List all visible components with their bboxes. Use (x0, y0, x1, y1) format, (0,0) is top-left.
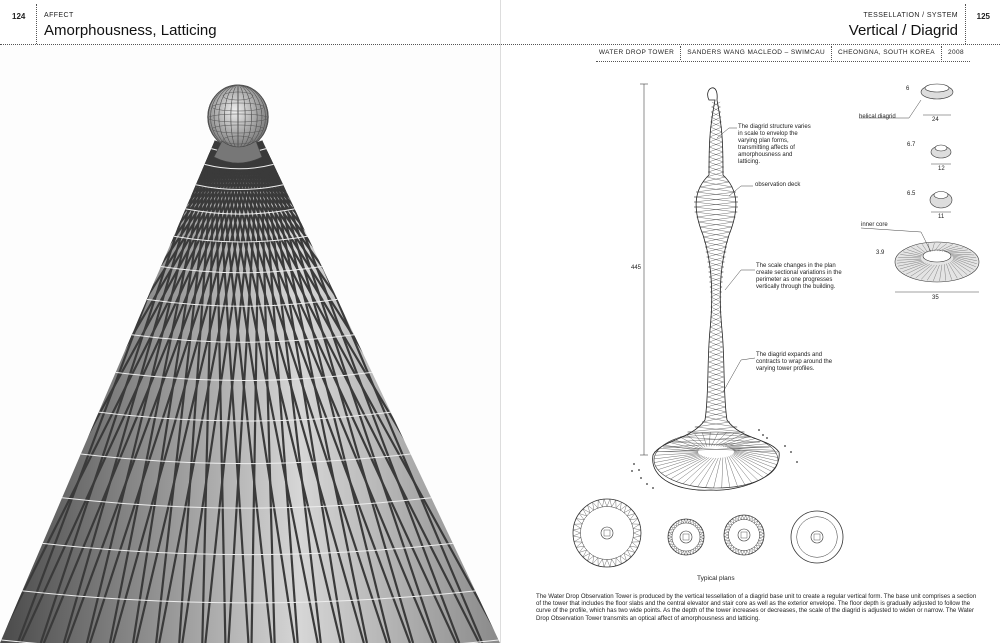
project-year: 2008 (947, 49, 964, 56)
detail-2-height: 6.7 (907, 142, 916, 148)
left-page-header (0, 0, 500, 45)
typical-plans (573, 499, 843, 567)
project-location: CHEONGNA, SOUTH KOREA (832, 46, 942, 60)
detail-2-width: 12 (938, 166, 945, 172)
left-page-title: Amorphousness, Latticing (44, 22, 217, 39)
annotation-helical-diagrid: helical diagrid (859, 114, 896, 120)
right-section-label: TESSELLATION / SYSTEM (863, 12, 958, 19)
annotation-observation-deck: observation deck (755, 182, 801, 188)
tower-diagram (501, 0, 1000, 643)
detail-3-height: 6.5 (907, 191, 916, 197)
caption-paragraph: The Water Drop Observation Tower is produced by the vertical tessellation of a diagrid base unit to create a regular vertical form. The base unit comprises a section of the tower that includes the floor slabs and the central elevator and stair core as well as the exterior envelope. The floor depth is gradually adjusted to follow the curve of the profile, which has two wide points. As the depth of the tower increases or decreases, the scale of the diagrid is adjusted to widen or narrow. The Water Drop Observation Tower transmits an optical affect of amorphousness and latticing. (536, 593, 977, 622)
detail-4-height: 3.9 (876, 250, 885, 256)
project-name: WATER DROP TOWER (593, 46, 681, 60)
height-dimension: 445 (631, 265, 642, 271)
detail-ring-3 (930, 192, 952, 209)
annotation-scale-changes: The scale changes in the plan create sectional variations in the perimeter as one progresses vertically through the building. (756, 263, 842, 290)
tower-photo (0, 45, 500, 643)
project-architect: SANDERS WANG MACLEOD – SWIMCAU (681, 46, 832, 60)
detail-ring-2 (931, 145, 951, 158)
right-page (500, 0, 1000, 643)
header-divider (36, 4, 37, 44)
annotation-inner-core: inner core (861, 222, 888, 228)
left-section-label: AFFECT (44, 12, 74, 19)
detail-3-width: 11 (938, 214, 945, 220)
annotation-diagrid-expands: The diagrid expands and contracts to wrap around the varying tower profiles. (756, 352, 833, 372)
annotation-diagrid-structure: The diagrid structure varies in scale to envelop the varying plan forms, transmitting affects of amorphousness and latticing. (738, 124, 811, 165)
detail-1-height: 6 (906, 86, 910, 92)
left-page-number: 124 (12, 12, 26, 21)
typical-plans-label: Typical plans (697, 575, 735, 582)
detail-4-width: 35 (932, 295, 939, 301)
detail-1-width: 24 (932, 117, 939, 123)
right-page-number: 125 (976, 12, 990, 21)
right-page-title: Vertical / Diagrid (848, 22, 958, 39)
detail-ring-1 (921, 84, 953, 99)
